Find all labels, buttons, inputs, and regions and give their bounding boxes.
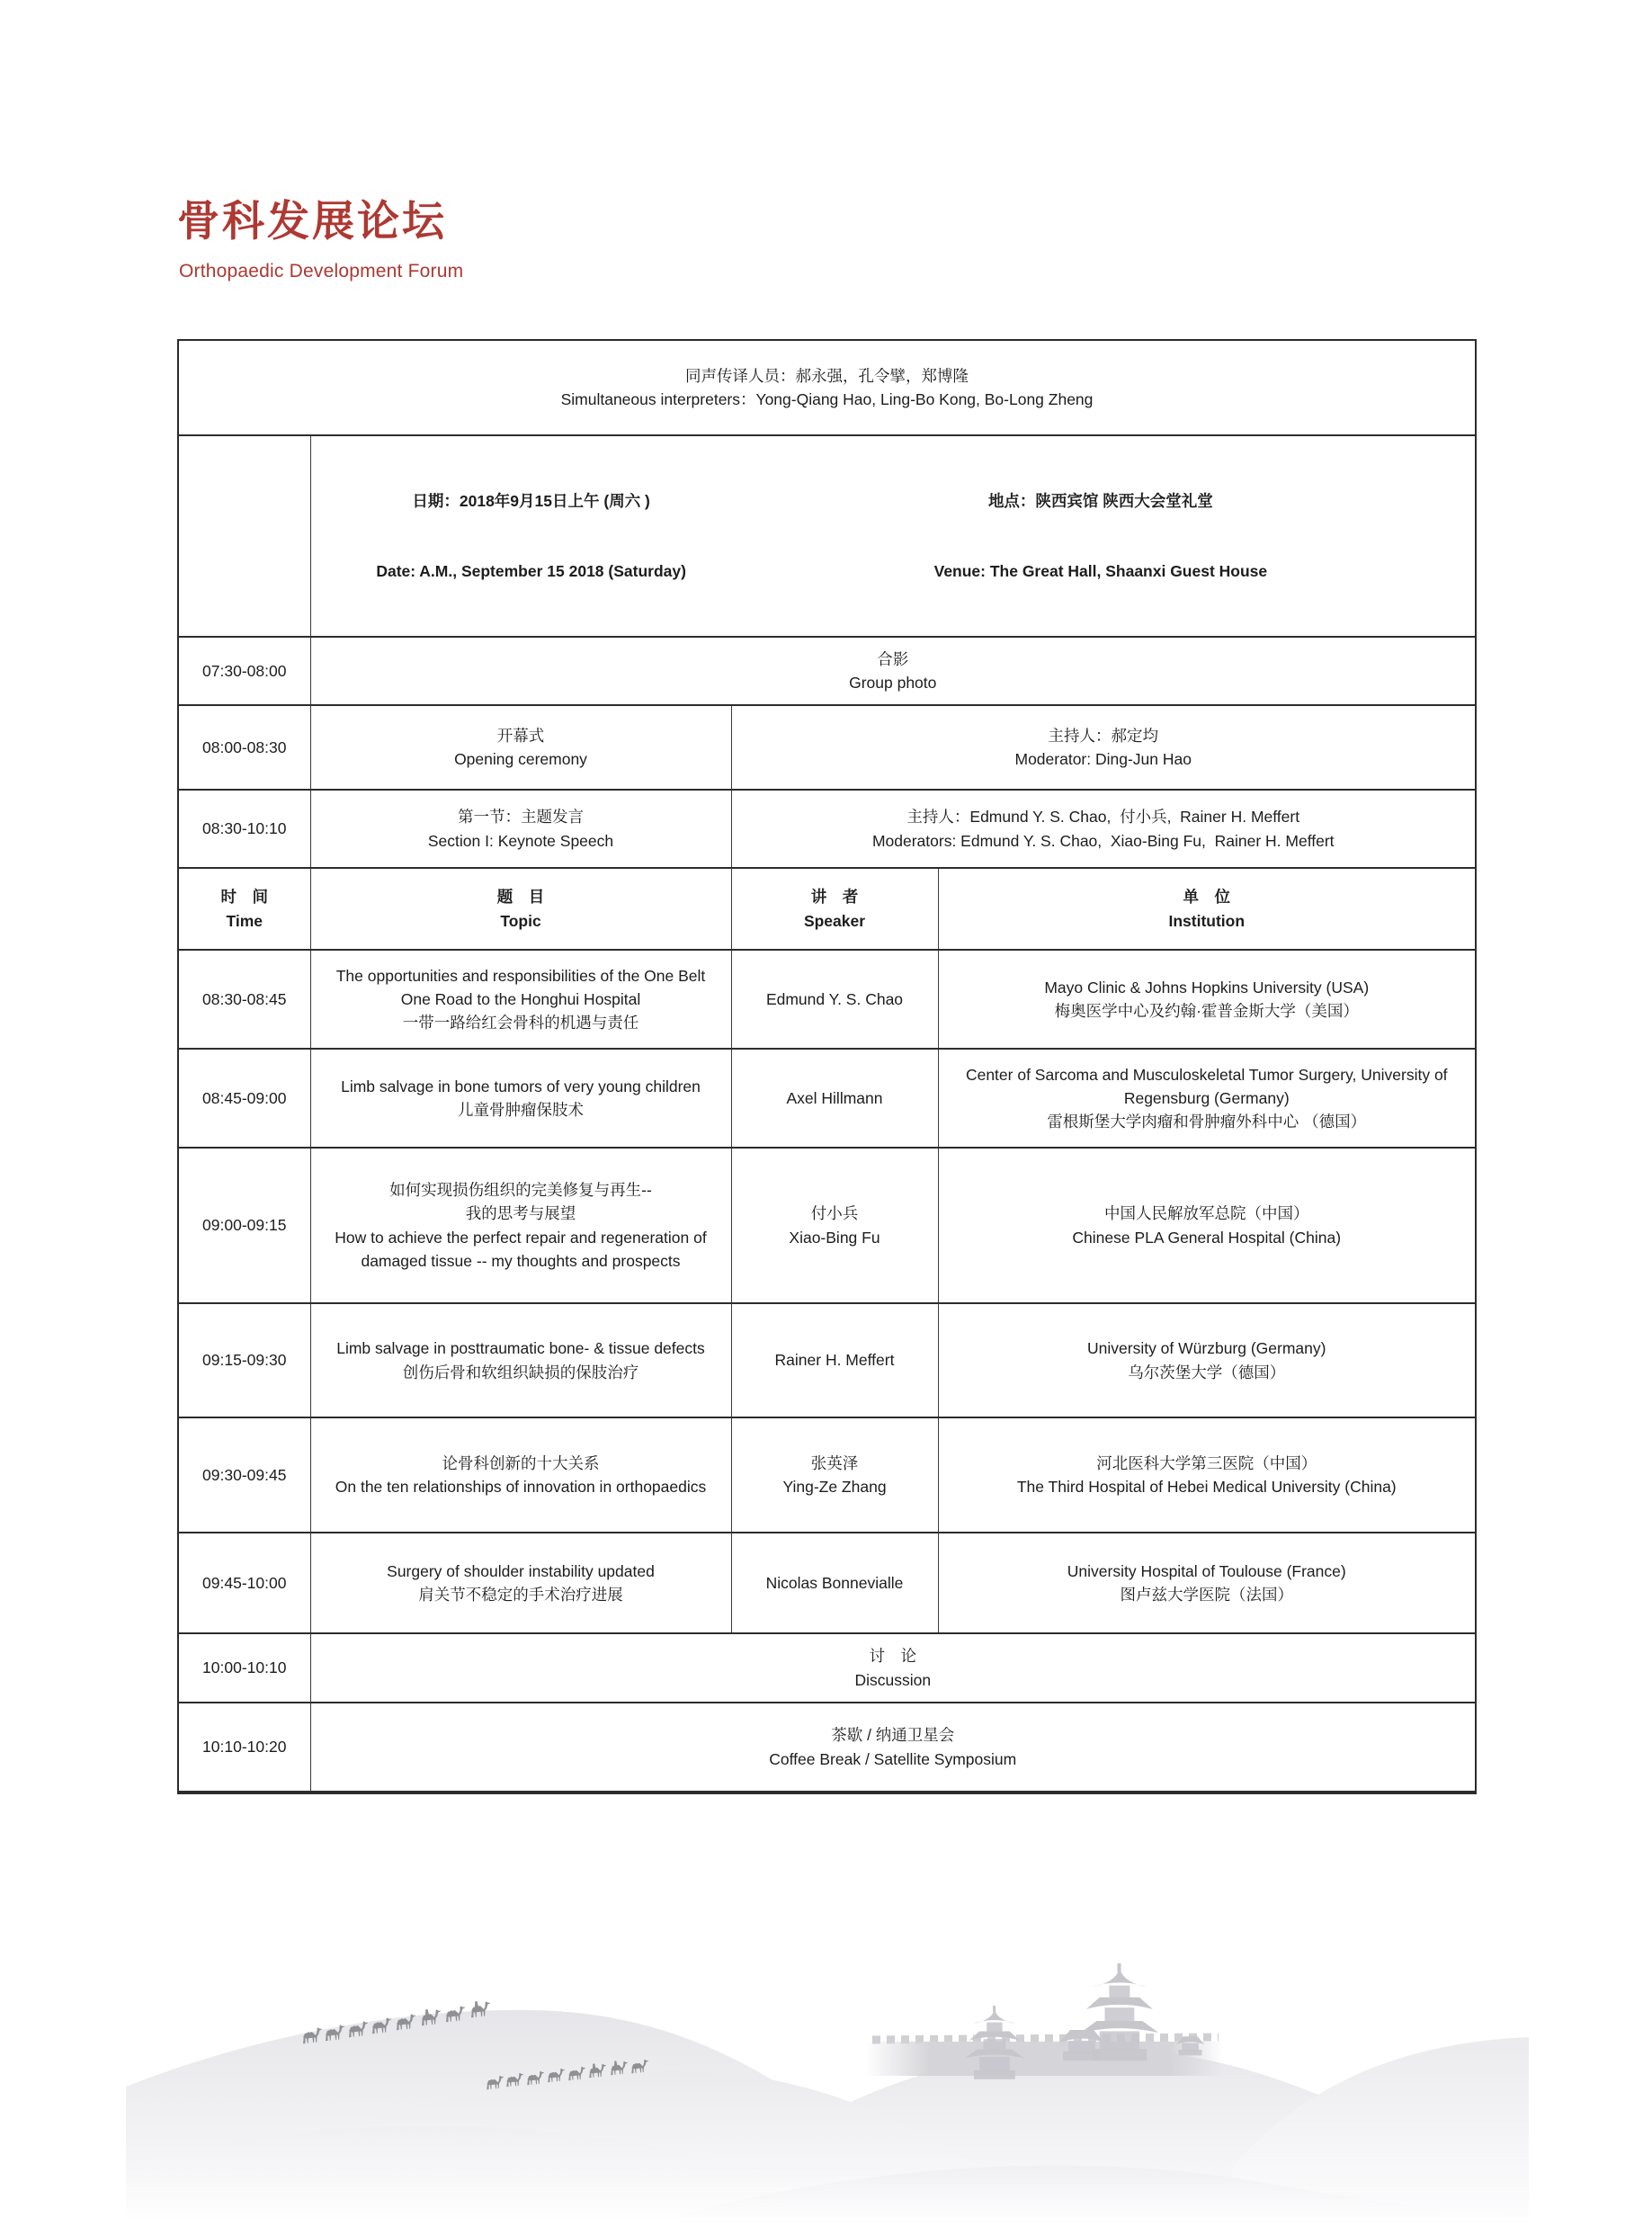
topic-cell: 论骨科创新的十大关系 On the ten relationships of innovation in orthopaedics	[310, 1417, 731, 1533]
speaker-cell: 张英泽 Ying-Ze Zhang	[731, 1417, 938, 1533]
interpreters-zh: 同声传译人员：郝永强，孔令擘，郑博隆	[685, 366, 969, 385]
row-group-photo	[178, 637, 1476, 705]
group-photo-cell: 合影 Group photo	[310, 637, 1476, 705]
page-subtitle: Orthopaedic Development Forum	[179, 261, 464, 282]
time-cell: 08:00-08:30	[178, 705, 310, 790]
talk-row	[178, 1148, 1476, 1303]
opening-topic-cell: 开幕式 Opening ceremony	[310, 705, 731, 790]
topic-cell: 如何实现损伤组织的完美修复与再生-- 我的思考与展望 How to achieve the perfect repair and regeneration of damaged tissue -- my thoughts and prospects	[310, 1148, 731, 1303]
talk-row	[178, 1417, 1476, 1533]
venue-en: Venue: The Great Hall, Shaanxi Guest House	[933, 562, 1268, 581]
great-wall	[865, 2037, 1223, 2076]
coffee-break-cell: 茶歇 / 纳通卫星会 Coffee Break / Satellite Symposium	[310, 1703, 1476, 1792]
row-date-venue	[178, 435, 1476, 637]
interpreters-cell	[178, 340, 1476, 435]
topic-cell: Limb salvage in bone tumors of very young children 儿童骨肿瘤保肢术	[310, 1049, 731, 1148]
talk-row	[178, 950, 1476, 1049]
row-opening	[178, 705, 1476, 790]
speaker-cell: Nicolas Bonnevialle	[731, 1533, 938, 1633]
date-en: Date: A.M., September 15 2018 (Saturday)	[376, 562, 686, 581]
speaker-cell: Rainer H. Meffert	[731, 1303, 938, 1417]
opening-moderator-cell: 主持人：郝定均 Moderator: Ding-Jun Hao	[731, 705, 1476, 790]
topic-cell: Surgery of shoulder instability updated 肩关节不稳定的手术治疗进展	[310, 1533, 731, 1633]
row-discussion	[178, 1633, 1476, 1703]
row-section1	[178, 790, 1476, 868]
speaker-cell: Edmund Y. S. Chao	[731, 950, 938, 1049]
talk-row	[178, 1303, 1476, 1417]
row-coffee-break	[178, 1703, 1476, 1792]
date-venue-cell	[310, 435, 1476, 637]
program-table	[177, 339, 1477, 1794]
institution-cell: University of Würzburg (Germany) 乌尔茨堡大学（德国）	[938, 1303, 1476, 1417]
topic-cell: The opportunities and responsibilities of the One Belt One Road to the Honghui Hospital 一带一路给红会骨科的机遇与责任	[310, 950, 731, 1049]
institution-cell: University Hospital of Toulouse (France) 图卢兹大学医院（法国）	[938, 1533, 1476, 1633]
time-cell: 09:15-09:30	[178, 1303, 310, 1417]
institution-cell: 河北医科大学第三医院（中国） The Third Hospital of Hebei Medical University (China)	[938, 1417, 1476, 1533]
date-zh: 日期：2018年9月15日上午 (周六 )	[412, 491, 650, 510]
discussion-cell: 讨 论 Discussion	[310, 1633, 1476, 1703]
speaker-cell: 付小兵 Xiao-Bing Fu	[731, 1148, 938, 1303]
time-cell: 09:00-09:15	[178, 1148, 310, 1303]
section1-topic-cell: 第一节：主题发言 Section I: Keynote Speech	[310, 790, 731, 868]
institution-cell: Center of Sarcoma and Musculoskeletal Tumor Surgery, University of Regensburg (Germany) 雷根斯堡大学肉瘤和骨肿瘤外科中心 （德国）	[938, 1049, 1476, 1148]
col-header-time: 时 间 Time	[178, 868, 310, 950]
time-cell: 10:00-10:10	[178, 1633, 310, 1703]
col-header-topic: 题 目 Topic	[310, 868, 731, 950]
interpreters-en: Simultaneous interpreters：Yong-Qiang Hao, Ling-Bo Kong, Bo-Long Zheng	[560, 390, 1094, 408]
time-cell: 08:45-09:00	[178, 1049, 310, 1148]
time-cell: 09:45-10:00	[178, 1533, 310, 1633]
institution-cell: Mayo Clinic & Johns Hopkins University (USA) 梅奥医学中心及约翰·霍普金斯大学（美国）	[938, 950, 1476, 1049]
col-header-institution: 单 位 Institution	[938, 868, 1476, 950]
section1-moderators-cell: 主持人：Edmund Y. S. Chao, 付小兵, Rainer H. Meffert Moderators: Edmund Y. S. Chao, Xiao-Bing Fu, Rainer H. Meffert	[731, 790, 1476, 868]
venue-zh: 地点：陕西宾馆 陕西大会堂礼堂	[987, 491, 1213, 510]
speaker-cell: Axel Hillmann	[731, 1049, 938, 1148]
time-cell: 09:30-09:45	[178, 1417, 310, 1533]
date-block	[324, 442, 739, 630]
institution-cell: 中国人民解放军总院（中国） Chinese PLA General Hospital (China)	[938, 1148, 1476, 1303]
row-column-headers	[178, 868, 1476, 950]
page-title: 骨科发展论坛	[177, 197, 447, 245]
time-cell: 10:10-10:20	[178, 1703, 310, 1792]
topic-cell: Limb salvage in posttraumatic bone- & tissue defects 创伤后骨和软组织缺损的保肢治疗	[310, 1303, 731, 1417]
talk-row	[178, 1533, 1476, 1633]
time-cell: 07:30-08:00	[178, 637, 310, 705]
footer-art	[126, 1893, 1529, 2224]
time-cell: 08:30-08:45	[178, 950, 310, 1049]
venue-block	[739, 442, 1462, 630]
talk-row	[178, 1049, 1476, 1148]
row-interpreters	[178, 340, 1476, 435]
empty-time-cell	[178, 435, 310, 637]
col-header-speaker: 讲 者 Speaker	[731, 868, 938, 950]
time-cell: 08:30-10:10	[178, 790, 310, 868]
